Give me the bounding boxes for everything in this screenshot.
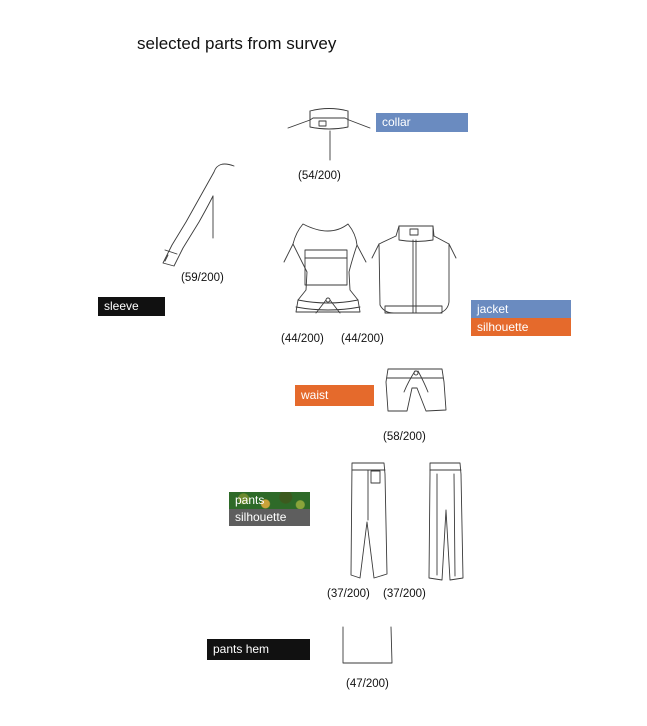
pants-hem-drawing: [343, 627, 392, 663]
pants-left-drawing: [351, 463, 387, 578]
sleeve-drawing: [163, 164, 234, 266]
tag-jacket: jacket: [471, 300, 571, 318]
vest-drawing: [372, 226, 456, 313]
tag-pants-hem: pants hem: [207, 639, 310, 660]
tag-waist: waist: [295, 385, 374, 406]
tag-pants: pants: [229, 492, 310, 509]
waist-shorts-drawing: [386, 369, 446, 411]
tag-collar: collar: [376, 113, 468, 132]
count-sleeve: (59/200): [181, 272, 224, 284]
count-collar: (54/200): [298, 170, 341, 182]
tag-sleeve: sleeve: [98, 297, 165, 316]
count-pants-hem: (47/200): [346, 678, 389, 690]
pants-right-drawing: [429, 463, 463, 580]
count-waist-shorts: (58/200): [383, 431, 426, 443]
tag-pants-silhouette: silhouette: [229, 509, 310, 526]
collar-drawing: [288, 109, 370, 161]
count-short-top: (44/200): [281, 333, 324, 345]
count-pants-right: (37/200): [383, 588, 426, 600]
count-pants-left: (37/200): [327, 588, 370, 600]
tag-jacket-silhouette: silhouette: [471, 318, 571, 336]
short-top-drawing: [284, 224, 366, 313]
page-title: selected parts from survey: [137, 34, 337, 53]
count-vest: (44/200): [341, 333, 384, 345]
